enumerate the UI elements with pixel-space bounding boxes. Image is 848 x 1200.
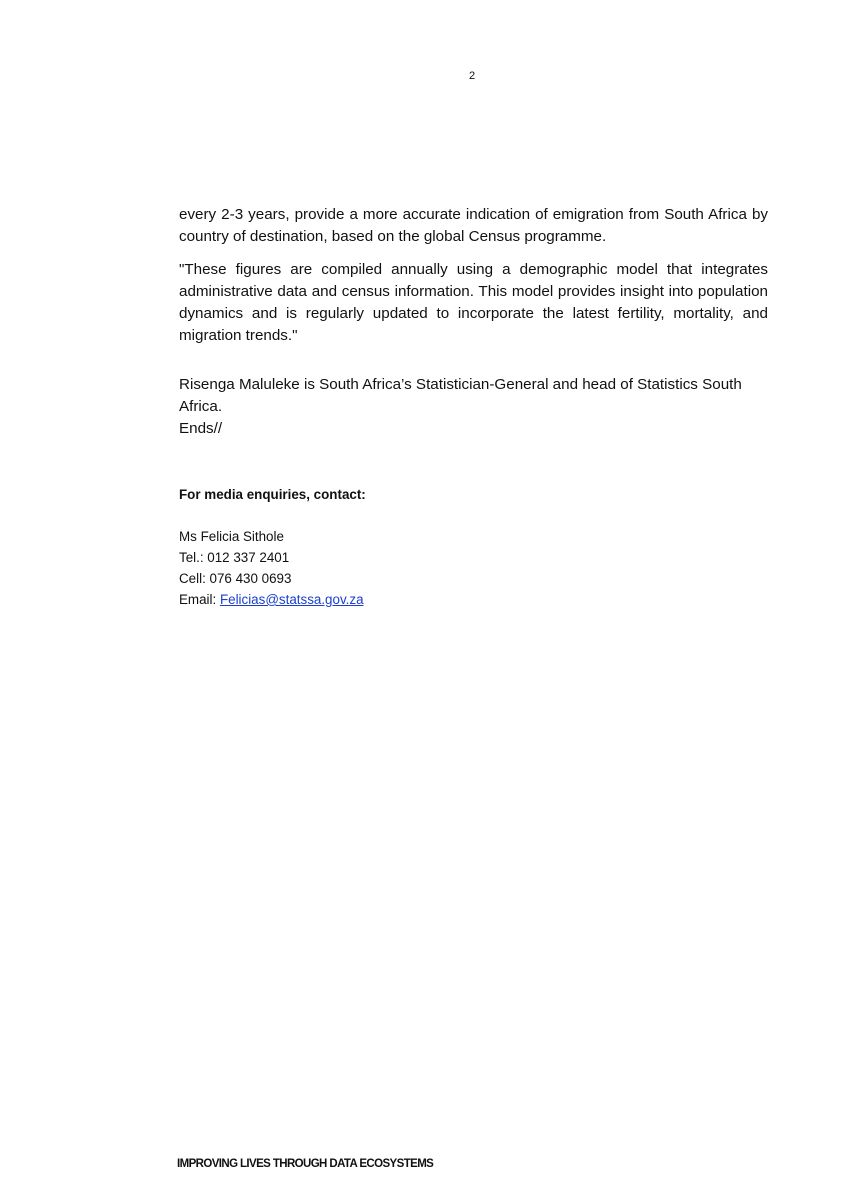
contact-name: Ms Felicia Sithole xyxy=(179,529,284,544)
contact-email-line xyxy=(179,589,364,610)
media-contact-block xyxy=(179,526,364,610)
page-number: 2 xyxy=(468,70,476,82)
contact-cell: Cell: 076 430 0693 xyxy=(179,571,292,586)
paragraph-quote: "These figures are compiled annually using a demographic model that integrates administrative data and census information. This model provides insight into population dynamics and is regularly updated to incorporate the latest fertility, mortality, and migration trends." xyxy=(179,261,768,344)
footer-slogan: IMPROVING LIVES THROUGH DATA ECOSYSTEMS xyxy=(177,1158,434,1170)
contact-email-label: Email: xyxy=(179,592,220,607)
contact-email-link[interactable]: Felicias@statssa.gov.za xyxy=(219,592,364,607)
ends-marker: Ends// xyxy=(179,420,223,437)
media-contact-heading: For media enquiries, contact: xyxy=(179,487,366,502)
paragraph-emigration: every 2-3 years, provide a more accurate indication of emigration from South Africa by country of destination, based on the global Census programme. xyxy=(179,206,768,245)
paragraph-author-bio: Risenga Maluleke is South Africa’s Statistician-General and head of Statistics South Africa. xyxy=(179,376,742,415)
contact-tel: Tel.: 012 337 2401 xyxy=(179,550,290,565)
